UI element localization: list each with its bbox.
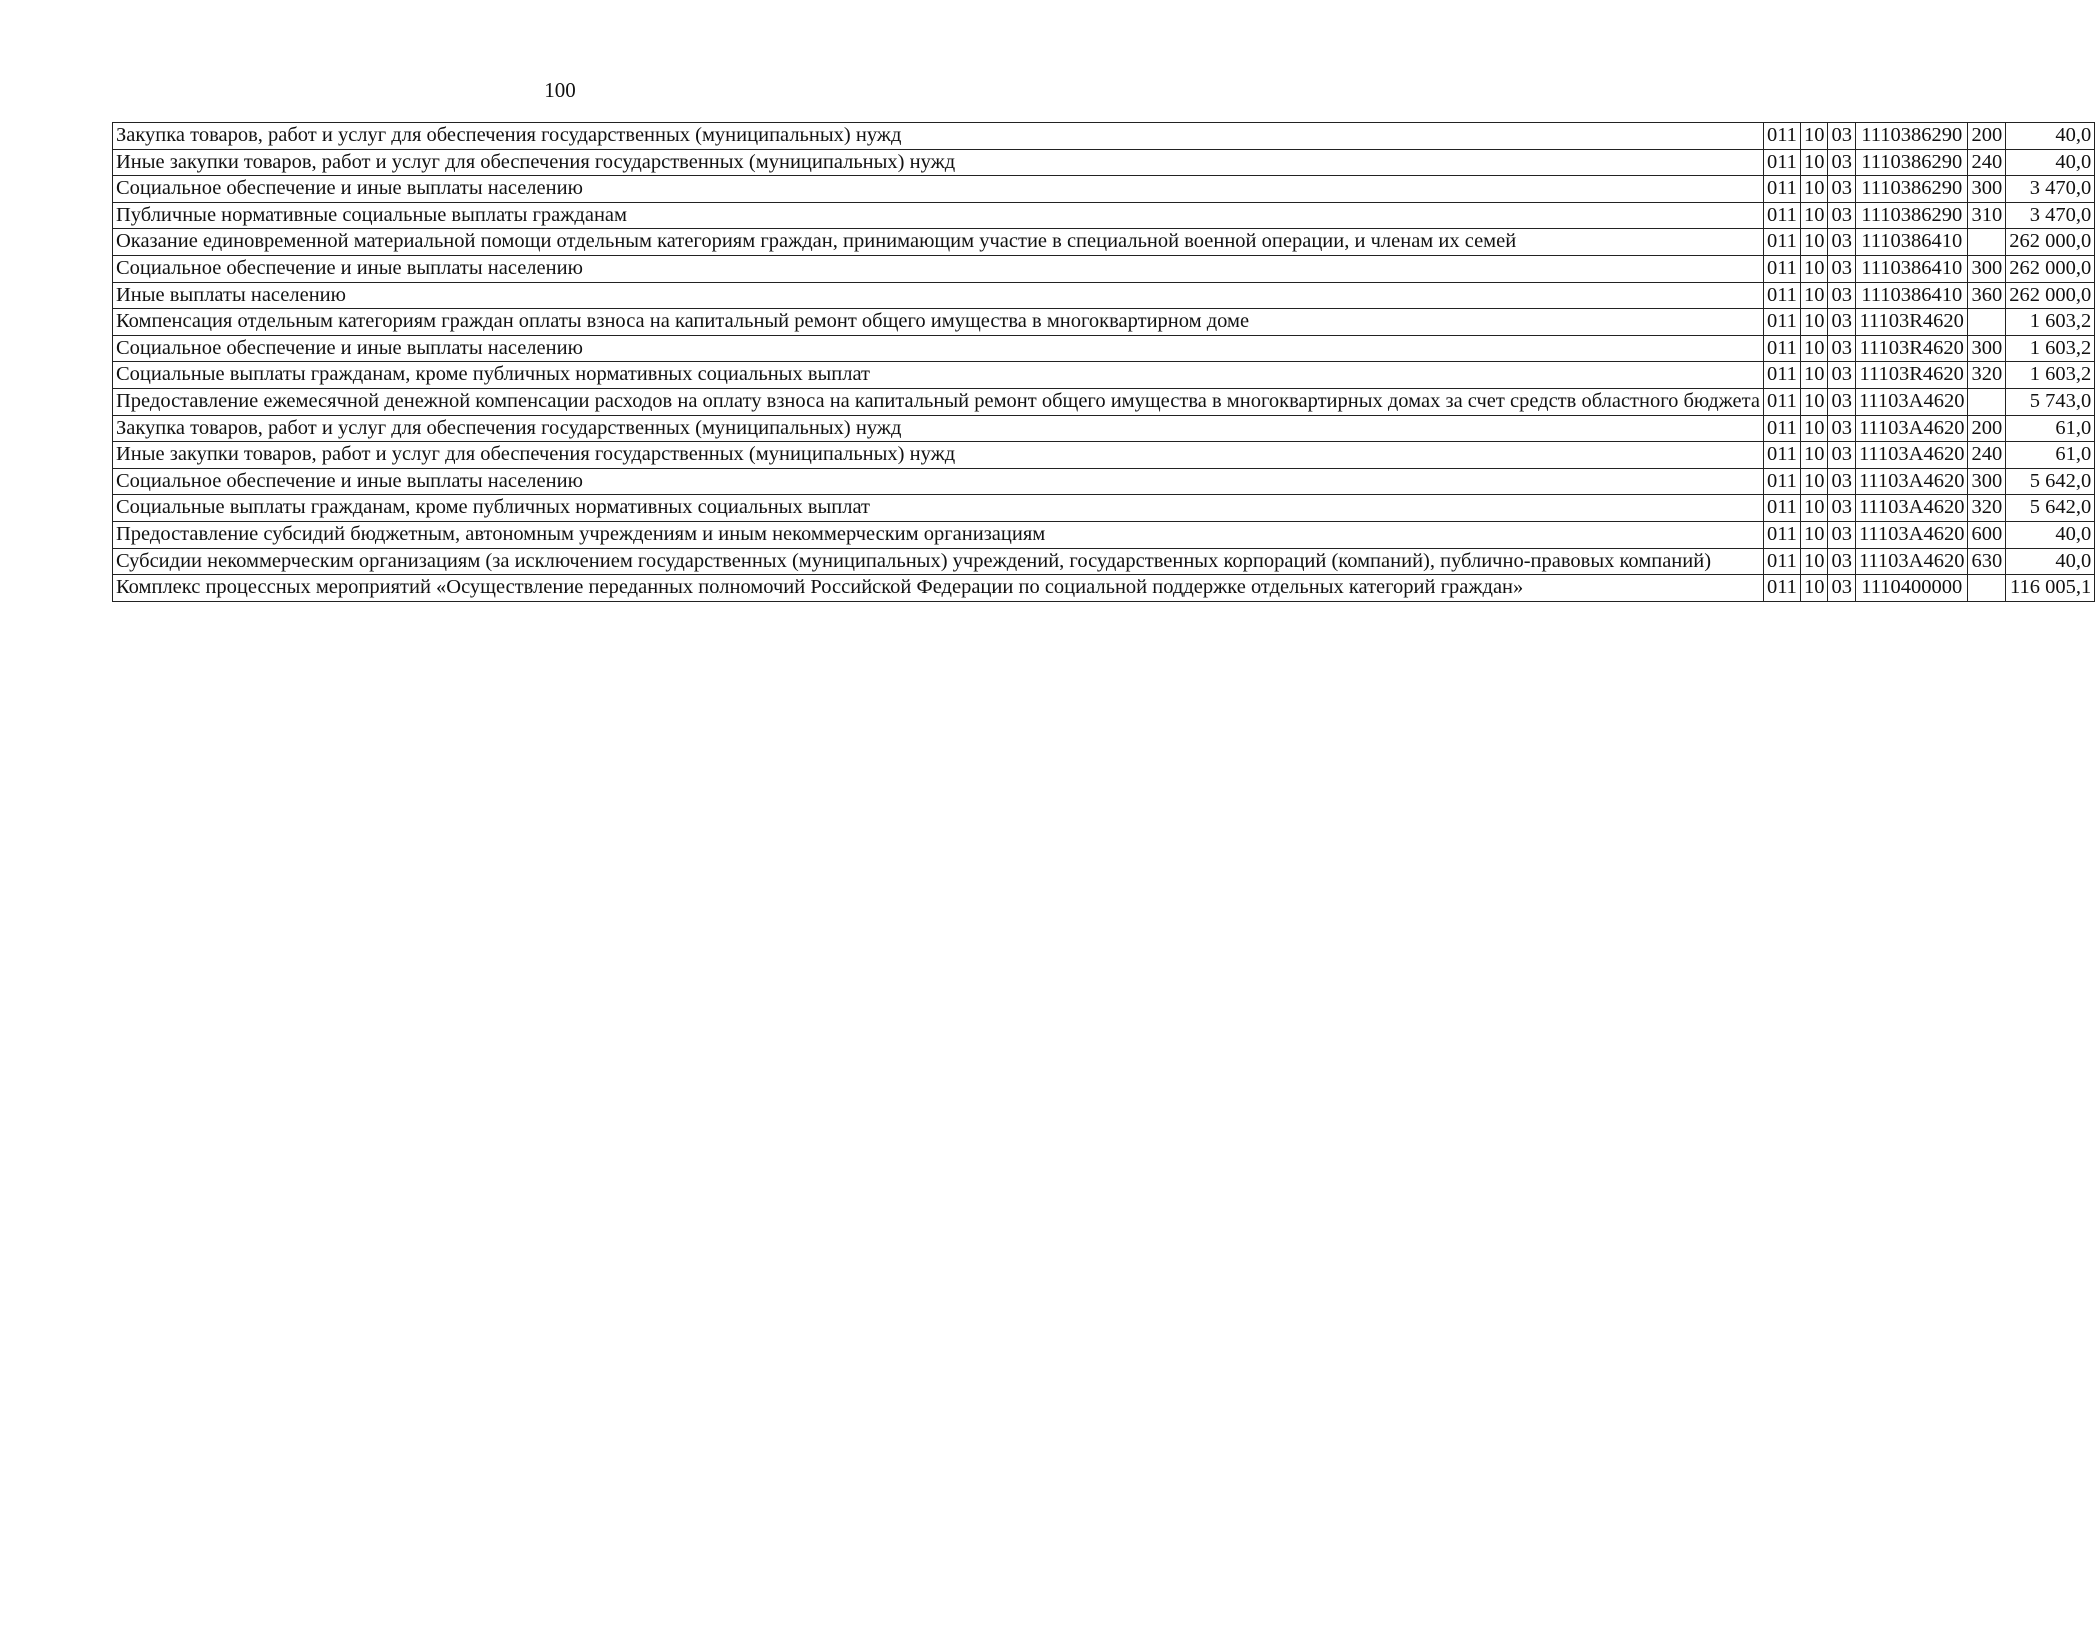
target-article: 1110386410 [1855,229,1968,256]
ministry-code: 011 [1763,202,1800,229]
section-code: 10 [1800,362,1828,389]
expense-type: 300 [1968,176,2006,203]
section-code: 10 [1800,495,1828,522]
expense-type: 300 [1968,468,2006,495]
expense-type: 240 [1968,442,2006,469]
target-article: 11103R4620 [1855,309,1968,336]
table-row [113,335,2095,362]
target-article: 11103A4620 [1855,495,1968,522]
subsection-code: 03 [1828,442,1856,469]
section-code: 10 [1800,468,1828,495]
table-row [113,415,2095,442]
expense-type: 300 [1968,255,2006,282]
section-code: 10 [1800,548,1828,575]
target-article: 1110386290 [1855,176,1968,203]
row-name: Социальное обеспечение и иные выплаты населению [113,335,1764,362]
budget-table-body [113,123,2095,602]
amount: 40,0 [2006,149,2095,176]
amount: 116 005,1 [2006,575,2095,602]
expense-type: 600 [1968,521,2006,548]
ministry-code: 011 [1763,388,1800,415]
row-name: Закупка товаров, работ и услуг для обеспечения государственных (муниципальных) нужд [113,123,1764,150]
page-number: 100 [544,78,576,102]
row-name: Предоставление субсидий бюджетным, автономным учреждениям и иным некоммерческим организациям [113,521,1764,548]
target-article: 1110386410 [1855,255,1968,282]
subsection-code: 03 [1828,548,1856,575]
expense-type: 630 [1968,548,2006,575]
row-name: Социальные выплаты гражданам, кроме публичных нормативных социальных выплат [113,362,1764,389]
ministry-code: 011 [1763,282,1800,309]
amount: 5 642,0 [2006,495,2095,522]
section-code: 10 [1800,149,1828,176]
subsection-code: 03 [1828,495,1856,522]
row-name: Иные закупки товаров, работ и услуг для обеспечения государственных (муниципальных) нужд [113,149,1764,176]
ministry-code: 011 [1763,123,1800,150]
target-article: 11103A4620 [1855,388,1968,415]
table-row [113,362,2095,389]
section-code: 10 [1800,282,1828,309]
expense-type [1968,309,2006,336]
expense-type: 360 [1968,282,2006,309]
amount: 40,0 [2006,548,2095,575]
subsection-code: 03 [1828,575,1856,602]
table-row [113,202,2095,229]
table-row [113,442,2095,469]
table-row [113,229,2095,256]
amount: 5 642,0 [2006,468,2095,495]
row-name: Публичные нормативные социальные выплаты гражданам [113,202,1764,229]
expense-type: 320 [1968,495,2006,522]
expense-type [1968,229,2006,256]
table-row [113,521,2095,548]
row-name: Субсидии некоммерческим организациям (за исключением государственных (муниципальных) учреждений, государственных корпораций (компаний), публично-правовых компаний) [113,548,1764,575]
table-row [113,282,2095,309]
row-name: Социальное обеспечение и иные выплаты населению [113,255,1764,282]
target-article: 1110400000 [1855,575,1968,602]
target-article: 11103A4620 [1855,521,1968,548]
amount: 61,0 [2006,442,2095,469]
section-code: 10 [1800,255,1828,282]
subsection-code: 03 [1828,521,1856,548]
subsection-code: 03 [1828,415,1856,442]
row-name: Социальные выплаты гражданам, кроме публичных нормативных социальных выплат [113,495,1764,522]
expense-type: 240 [1968,149,2006,176]
section-code: 10 [1800,335,1828,362]
row-name: Иные закупки товаров, работ и услуг для обеспечения государственных (муниципальных) нужд [113,442,1764,469]
subsection-code: 03 [1828,362,1856,389]
section-code: 10 [1800,575,1828,602]
amount: 3 470,0 [2006,202,2095,229]
amount: 262 000,0 [2006,255,2095,282]
ministry-code: 011 [1763,548,1800,575]
row-name: Социальное обеспечение и иные выплаты населению [113,176,1764,203]
ministry-code: 011 [1763,362,1800,389]
amount: 262 000,0 [2006,229,2095,256]
expense-type [1968,575,2006,602]
subsection-code: 03 [1828,388,1856,415]
subsection-code: 03 [1828,309,1856,336]
amount: 40,0 [2006,123,2095,150]
section-code: 10 [1800,415,1828,442]
subsection-code: 03 [1828,123,1856,150]
target-article: 1110386290 [1855,123,1968,150]
expense-type: 320 [1968,362,2006,389]
table-row [113,388,2095,415]
row-name: Комплекс процессных мероприятий «Осуществление переданных полномочий Российской Федерации по социальной поддержке отдельных категорий граждан» [113,575,1764,602]
ministry-code: 011 [1763,255,1800,282]
target-article: 11103A4620 [1855,548,1968,575]
ministry-code: 011 [1763,176,1800,203]
ministry-code: 011 [1763,575,1800,602]
target-article: 11103A4620 [1855,415,1968,442]
expense-type [1968,388,2006,415]
target-article: 1110386290 [1855,202,1968,229]
section-code: 10 [1800,388,1828,415]
subsection-code: 03 [1828,468,1856,495]
row-name: Иные выплаты населению [113,282,1764,309]
row-name: Оказание единовременной материальной помощи отдельным категориям граждан, принимающим участие в специальной военной операции, и членам их семей [113,229,1764,256]
row-name: Предоставление ежемесячной денежной компенсации расходов на оплату взноса на капитальный ремонт общего имущества в многоквартирных домах за счет средств областного бюджета [113,388,1764,415]
ministry-code: 011 [1763,309,1800,336]
table-row [113,575,2095,602]
amount: 61,0 [2006,415,2095,442]
section-code: 10 [1800,176,1828,203]
target-article: 1110386290 [1855,149,1968,176]
table-row [113,255,2095,282]
section-code: 10 [1800,309,1828,336]
table-row [113,495,2095,522]
row-name: Закупка товаров, работ и услуг для обеспечения государственных (муниципальных) нужд [113,415,1764,442]
table-row [113,548,2095,575]
table-row [113,468,2095,495]
subsection-code: 03 [1828,149,1856,176]
ministry-code: 011 [1763,229,1800,256]
section-code: 10 [1800,229,1828,256]
amount: 1 603,2 [2006,309,2095,336]
subsection-code: 03 [1828,202,1856,229]
expense-type: 200 [1968,123,2006,150]
row-name: Компенсация отдельным категориям граждан оплаты взноса на капитальный ремонт общего имущества в многоквартирном доме [113,309,1764,336]
subsection-code: 03 [1828,255,1856,282]
target-article: 11103A4620 [1855,468,1968,495]
ministry-code: 011 [1763,149,1800,176]
expense-type: 300 [1968,335,2006,362]
subsection-code: 03 [1828,335,1856,362]
table-row [113,176,2095,203]
target-article: 11103A4620 [1855,442,1968,469]
amount: 3 470,0 [2006,176,2095,203]
subsection-code: 03 [1828,176,1856,203]
amount: 1 603,2 [2006,335,2095,362]
ministry-code: 011 [1763,442,1800,469]
ministry-code: 011 [1763,495,1800,522]
table-row [113,309,2095,336]
ministry-code: 011 [1763,415,1800,442]
section-code: 10 [1800,123,1828,150]
ministry-code: 011 [1763,468,1800,495]
target-article: 11103R4620 [1855,335,1968,362]
amount: 5 743,0 [2006,388,2095,415]
ministry-code: 011 [1763,521,1800,548]
subsection-code: 03 [1828,282,1856,309]
amount: 40,0 [2006,521,2095,548]
section-code: 10 [1800,202,1828,229]
section-code: 10 [1800,442,1828,469]
section-code: 10 [1800,521,1828,548]
budget-table [112,122,2095,602]
row-name: Социальное обеспечение и иные выплаты населению [113,468,1764,495]
table-row [113,123,2095,150]
amount: 1 603,2 [2006,362,2095,389]
expense-type: 200 [1968,415,2006,442]
amount: 262 000,0 [2006,282,2095,309]
ministry-code: 011 [1763,335,1800,362]
expense-type: 310 [1968,202,2006,229]
subsection-code: 03 [1828,229,1856,256]
table-row [113,149,2095,176]
target-article: 1110386410 [1855,282,1968,309]
target-article: 11103R4620 [1855,362,1968,389]
